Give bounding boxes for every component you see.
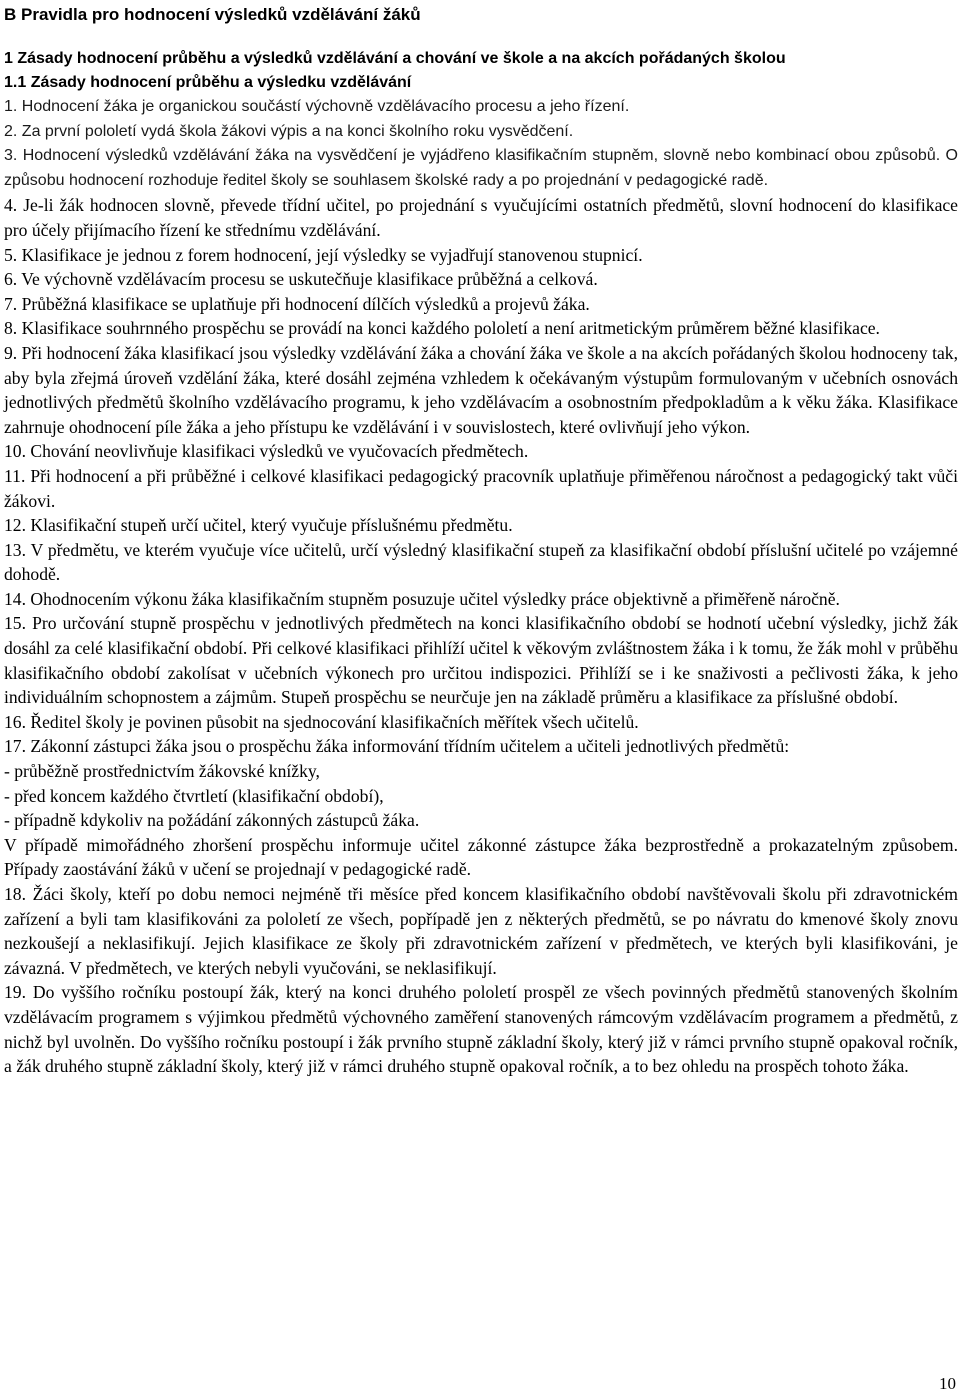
paragraph-3: 3. Hodnocení výsledků vzdělávání žáka na vysvědčení je vyjádřeno klasifikačním stupněm, slovně nebo kombinací obou způsobů. O způsobu hodnocení rozhoduje ředitel školy se souhlasem školské rady a po projednání v pedagogické radě. <box>4 147 958 189</box>
paragraph-2: 2. Za první pololetí vydá škola žákovi výpis a na konci školního roku vysvědčení. <box>4 122 574 140</box>
paragraph-13: 13. V předmětu, ve kterém vyučuje více učitelů, určí výsledný klasifikační stupeň za klasifikační období příslušní učitelé po vzájemné dohodě. <box>4 539 958 585</box>
paragraph-15: 15. Pro určování stupně prospěchu v jednotlivých předmětech na konci klasifikačního období se hodnotí učební výsledky, jichž žák dosáhl za celé klasifikační období. Při celkové klasifikaci přihlíží učitel k věkovým zvláštnostem žáka i k tomu, že žák mohl v průběhu klasifikačního období zakolísat v učebních výkonech pro určitou indispozici. Přihlíží se i ke snaživosti a pečlivosti žáka, k jeho individuálním schopnostem a zájmům. Stupeň prospěchu se neurčuje jen na základě průměru a klasifikace za příslušné období. <box>4 613 958 708</box>
list-item: - před koncem každého čtvrtletí (klasifikační období), <box>4 785 384 806</box>
paragraph-16: 16. Ředitel školy je povinen působit na sjednocování klasifikačních měřítek všech učitelů. <box>4 711 639 732</box>
paragraph-14: 14. Ohodnocením výkonu žáka klasifikačním stupněm posuzuje učitel výsledky práce objektivně a přiměřeně náročně. <box>4 588 840 609</box>
paragraph-10: 10. Chování neovlivňuje klasifikaci výsledků ve vyučovacích předmětech. <box>4 441 529 462</box>
paragraph-12: 12. Klasifikační stupeň určí učitel, který vyučuje příslušnému předmětu. <box>4 515 513 536</box>
paragraph-19: 19. Do vyššího ročníku postoupí žák, který na konci druhého pololetí prospěl ze všech povinných předmětů stanovených školním vzdělávacím programem s výjimkou předmětů výchovného zaměření stanovených rámcovým vzdělávacím programem a předmětů, z nichž byl uvolněn. Do vyššího ročníku postoupí i žák prvního stupně základní školy, který již v rámci prvního stupně opakoval ročník, a žák druhého stupně základní školy, který již v rámci druhého stupně opakoval ročník, a to bez ohledu na prospěch tohoto žáka. <box>4 982 958 1077</box>
document-page <box>4 0 958 1079</box>
paragraph-1: 1. Hodnocení žáka je organickou součástí výchovně vzdělávacího procesu a jeho řízení. <box>4 98 630 115</box>
paragraph-note: V případě mimořádného zhoršení prospěchu informuje učitel zákonné zástupce žáka bezprostředně a prokazatelným způsobem. Případy zaostávání žáků v učení se projednají v pedagogické radě. <box>4 834 958 880</box>
subsection-heading: 1.1 Zásady hodnocení průběhu a výsledku vzdělávání <box>4 74 412 91</box>
document-title: B Pravidla pro hodnocení výsledků vzdělávání žáků <box>4 5 421 24</box>
paragraph-11: 11. Při hodnocení a při průběžné i celkové klasifikaci pedagogický pracovník uplatňuje přiměřenou náročnost a pedagogický takt vůči žákovi. <box>4 465 958 511</box>
paragraph-5: 5. Klasifikace je jednou z forem hodnocení, její výsledky se vyjadřují stanovenou stupnicí. <box>4 244 643 265</box>
paragraph-6: 6. Ve výchovně vzdělávacím procesu se uskutečňuje klasifikace průběžná a celková. <box>4 269 598 290</box>
paragraph-8: 8. Klasifikace souhrnného prospěchu se provádí na konci každého pololetí a není aritmetickým průměrem běžné klasifikace. <box>4 318 880 339</box>
list-item: - průběžně prostřednictvím žákovské knížky, <box>4 761 320 782</box>
page-number: 10 <box>939 1374 956 1393</box>
section-heading: 1 Zásady hodnocení průběhu a výsledků vzdělávání a chování ve škole a na akcích pořádaných školou <box>4 50 786 67</box>
paragraph-18: 18. Žáci školy, kteří po dobu nemoci nejméně tři měsíce před koncem klasifikačního období navštěvovali školu při zdravotnickém zařízení a byli tam klasifikováni za pololetí ze všech, popřípadě jen z některých předmětů, se po návratu do kmenové školy znovu nezkoušejí a neklasifikují. Jejich klasifikace ze školy při zdravotnickém zařízení v předmětech, ve kterých byli klasifikováni, je závazná. V předmětech, ve kterých nebyli vyučováni, se neklasifikují. <box>4 884 958 978</box>
paragraph-7: 7. Průběžná klasifikace se uplatňuje při hodnocení dílčích výsledků a projevů žáka. <box>4 293 590 314</box>
paragraph-17: 17. Zákonní zástupci žáka jsou o prospěchu žáka informování třídním učitelem a učiteli jednotlivých předmětů: <box>4 736 790 757</box>
paragraph-4: 4. Je-li žák hodnocen slovně, převede třídní učitel, po projednání s vyučujícími ostatních předmětů, slovní hodnocení do klasifikace pro účely přijímacího řízení ke střednímu vzdělávání. <box>4 195 958 240</box>
list-item: - případně kdykoliv na požádání zákonných zástupců žáka. <box>4 810 420 831</box>
paragraph-9: 9. Při hodnocení žáka klasifikací jsou výsledky vzdělávání žáka a chování žáka ve škole a na akcích pořádaných školou hodnoceny tak, aby byla zřejmá úroveň vzdělání žáka, které dosáhl zejména vzhledem k očekávaným výstupům formulovaným v učebních osnovách jednotlivých předmětů školního vzdělávacího programu, k jeho vzdělávacím a osobnostním předpokladům a k věku žáka. Klasifikace zahrnuje ohodnocení píle žáka a jeho přístupu ke vzdělávání i v souvislostech, které ovlivňují jeho výkon. <box>4 342 958 437</box>
